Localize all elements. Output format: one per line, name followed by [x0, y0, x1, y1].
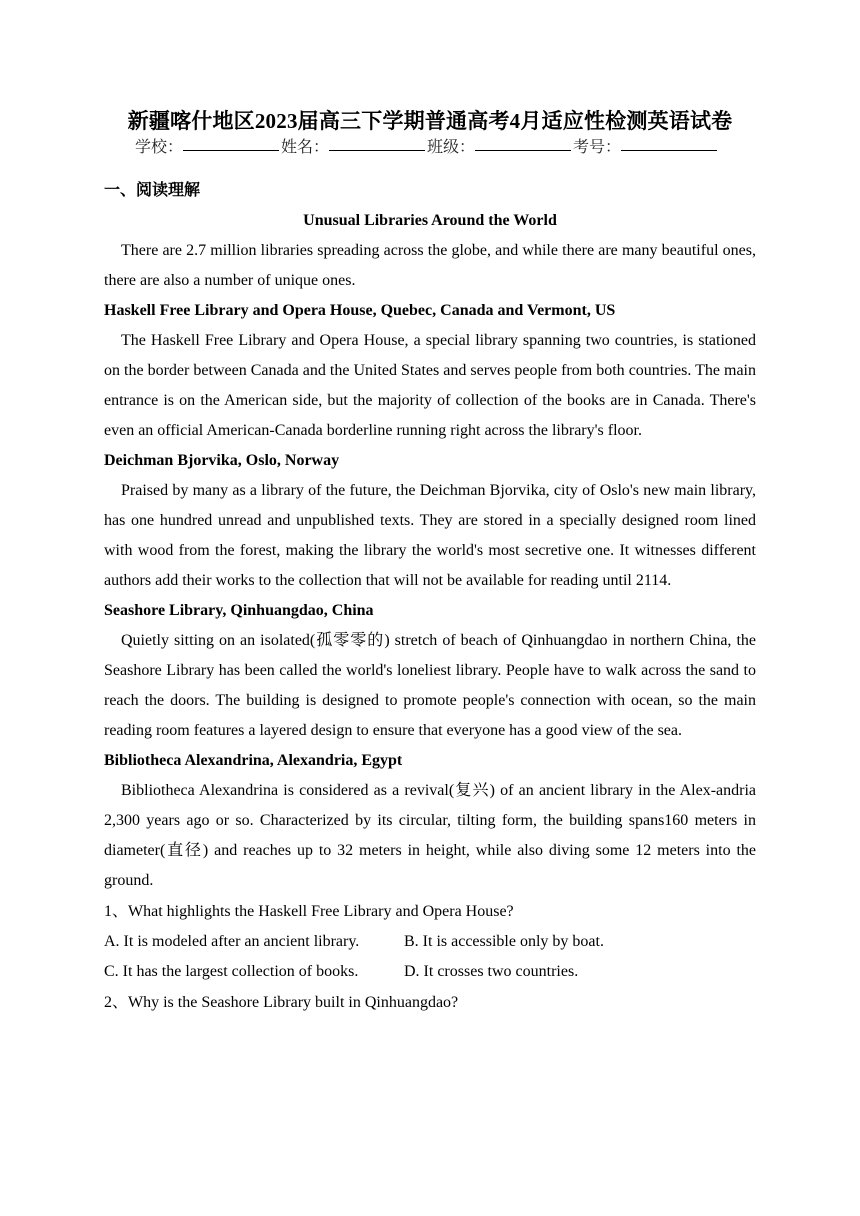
student-info-row [135, 134, 719, 157]
library-text-alexandrina: Bibliotheca Alexandrina is considered as a revival(复兴) of an ancient library in the Alex-andria 2,300 years ago or so. Characterized by its circular, tilting form, the building spans160 meters in diameter(直径) and reaches up to 32 meters in height, while also diving some 12 meters into the ground. [104, 782, 756, 889]
library-heading-deichman: Deichman Bjorvika, Oslo, Norway [104, 452, 340, 469]
name-blank[interactable] [329, 134, 425, 151]
library-heading-alexandrina: Bibliotheca Alexandrina, Alexandria, Egypt [104, 752, 403, 769]
info-label-name: 姓名： [281, 139, 330, 156]
option-c[interactable]: C. It has the largest collection of books. [104, 963, 359, 980]
class-blank[interactable] [475, 134, 571, 151]
library-heading-seashore: Seashore Library, Qinhuangdao, China [104, 602, 374, 619]
article-intro: There are 2.7 million libraries spreading across the globe, and while there are many beautiful ones, there are also a number of unique ones. [104, 242, 756, 289]
question-1-stem: 1、What highlights the Haskell Free Library and Opera House? [104, 903, 514, 920]
library-text-seashore: Quietly sitting on an isolated(孤零零的) stretch of beach of Qinhuangdao in northern China, the Seashore Library has been called the world's loneliest library. People have to walk across the sand to reach the doors. The building is designed to promote people's connection with ocean, so the main reading room features a layered design to ensure that everyone has a good view of the sea. [104, 632, 756, 739]
section-heading: 一、阅读理解 [104, 182, 201, 199]
question-1-options-row-1 [104, 927, 756, 957]
exam-number-blank[interactable] [621, 134, 717, 151]
library-text-deichman: Praised by many as a library of the future, the Deichman Bjorvika, city of Oslo's new main library, has one hundred unread and unpublished texts. They are stored in a specially designed room lined with wood from the forest, making the library the world's most secretive one. It witnesses different authors add their works to the collection that will not be available for reading until 2114. [104, 482, 756, 589]
question-1-options-row-2 [104, 957, 756, 987]
library-heading-haskell: Haskell Free Library and Opera House, Quebec, Canada and Vermont, US [104, 302, 616, 319]
option-a[interactable]: A. It is modeled after an ancient library. [104, 933, 360, 950]
library-text-haskell: The Haskell Free Library and Opera House, a special library spanning two countries, is stationed on the border between Canada and the United States and serves people from both countries. The main entrance is on the American side, but the majority of collection of the books are in Canada. There's even an official American-Canada borderline running right across the library's floor. [104, 332, 756, 439]
question-2-stem: 2、Why is the Seashore Library built in Qinhuangdao? [104, 994, 459, 1011]
school-blank[interactable] [183, 134, 279, 151]
article-title: Unusual Libraries Around the World [303, 212, 557, 229]
option-b[interactable]: B. It is accessible only by boat. [404, 933, 604, 950]
exam-title: 新疆喀什地区2023届高三下学期普通高考4月适应性检测英语试卷 [127, 109, 733, 133]
option-d[interactable]: D. It crosses two countries. [404, 963, 579, 980]
info-label-class: 班级： [427, 139, 476, 156]
info-label-school: 学校： [135, 139, 184, 156]
reading-section [104, 176, 756, 1018]
info-label-exam-number: 考号： [573, 139, 622, 156]
